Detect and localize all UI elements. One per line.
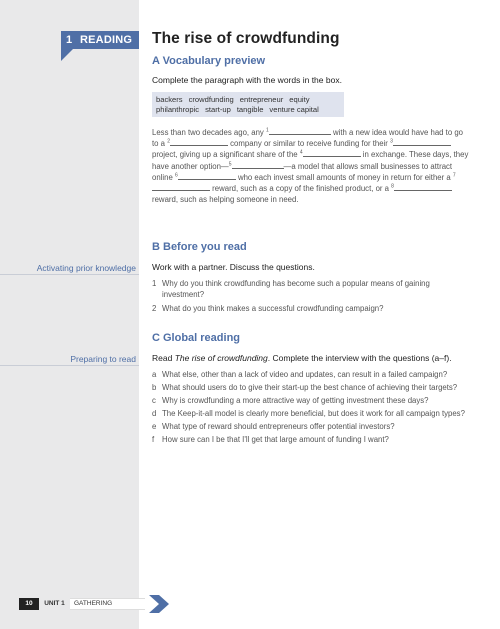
paragraph-text: reward, such as helping someone in need. [152, 195, 299, 205]
question-text: What should users do to give their start-up the best chance of achieving their targets? [162, 383, 458, 392]
question-text: What type of reward should entrepreneurs offer potential investors? [162, 422, 395, 431]
paragraph-text: with a new idea would have had to go to a [152, 128, 464, 149]
unit-title: GATHERING [70, 598, 145, 610]
blank-number: 6 [174, 172, 178, 179]
reading-title: The rise of crowdfunding [174, 353, 268, 363]
list-item [152, 278, 470, 300]
blank-number: 5 [228, 161, 232, 168]
tab-label: READING [80, 34, 133, 46]
word-item: start-up [205, 105, 231, 114]
question-text: How sure can I be that I'll get that large amount of funding I want? [162, 435, 389, 444]
side-label-activating: Activating prior knowledge [36, 263, 136, 273]
question-letter: e [152, 422, 157, 431]
section-b-question-list [152, 278, 470, 316]
section-c-question-list [152, 369, 470, 447]
side-divider [0, 274, 139, 275]
list-item [152, 421, 470, 432]
blank-8[interactable] [394, 183, 452, 191]
question-text: The Keep-it-all model is clearly more beneficial, but does it work for all campaign types? [162, 409, 465, 418]
paragraph-text: —a model that allows small businesses to attract online [152, 161, 453, 182]
question-letter: f [152, 435, 155, 444]
section-a-heading: A Vocabulary preview [152, 55, 266, 67]
section-b-instruction: Work with a partner. Discuss the questions. [152, 262, 315, 272]
question-letter: b [152, 383, 157, 392]
word-item: tangible [236, 105, 264, 114]
word-item: crowdfunding [188, 95, 234, 104]
paragraph-text: reward, such as a copy of the finished product, or a [212, 184, 389, 194]
question-text: What else, other than a lack of video and updates, can result in a failed campaign? [162, 370, 448, 379]
word-box [152, 92, 344, 117]
blank-number: 3 [390, 138, 393, 145]
paragraph-text: in exchange. These days, they have another option— [152, 150, 469, 171]
page-number: 10 [19, 598, 39, 610]
blank-number: 4 [299, 149, 303, 156]
list-item [152, 369, 470, 380]
question-letter: a [152, 370, 157, 379]
word-item: equity [289, 95, 310, 104]
side-label-preparing: Preparing to read [70, 354, 136, 364]
question-text: Why do you think crowdfunding has become such a popular means of gaining investment? [162, 279, 430, 299]
unit-label: UNIT 1 [39, 598, 70, 610]
paragraph-text: company or similar to receive funding for their [230, 139, 388, 149]
question-number: 1 [152, 279, 157, 288]
word-item: backers [156, 95, 183, 104]
blank-number: 7 [452, 172, 456, 179]
blank-7[interactable] [152, 183, 210, 191]
left-margin-column [0, 0, 139, 629]
list-item [152, 434, 470, 445]
word-item: entrepreneur [239, 95, 284, 104]
word-item: philanthropic [156, 105, 200, 114]
blank-5[interactable] [232, 161, 284, 169]
paragraph-text: Less than two decades ago, any [152, 128, 264, 137]
paragraph-text: who each invest small amounts of money in return for either a [237, 172, 451, 182]
chevron-right-icon [145, 593, 173, 615]
word-box-row [156, 95, 340, 105]
blank-2[interactable] [170, 138, 228, 146]
section-c-instruction [152, 353, 452, 363]
word-box-row [156, 105, 340, 115]
question-number: 2 [152, 304, 157, 313]
word-item: venture capital [269, 105, 319, 114]
page-title: The rise of crowdfunding [152, 30, 340, 47]
list-item [152, 382, 470, 393]
question-text: Why is crowdfunding a more attractive way of getting investment these days? [162, 396, 429, 405]
list-item [152, 408, 470, 419]
blank-number: 8 [391, 183, 394, 190]
blank-1[interactable] [269, 127, 331, 135]
vocabulary-paragraph [152, 127, 470, 205]
question-letter: c [152, 396, 156, 405]
section-tab [61, 31, 139, 49]
list-item [152, 303, 470, 314]
blank-number: 2 [167, 138, 170, 145]
side-divider [0, 365, 139, 366]
section-b-heading: B Before you read [152, 241, 247, 253]
blank-6[interactable] [178, 172, 236, 180]
paragraph-text: project, giving up a significant share of the [152, 150, 298, 160]
section-c-heading: C Global reading [152, 332, 241, 344]
list-item [152, 395, 470, 406]
tab-arrow-decoration [61, 49, 73, 61]
question-text: What do you think makes a successful crowdfunding campaign? [162, 304, 384, 313]
blank-3[interactable] [393, 138, 451, 146]
blank-4[interactable] [303, 149, 361, 157]
tab-number: 1 [66, 34, 73, 46]
section-a-instruction: Complete the paragraph with the words in the box. [152, 75, 342, 85]
instruction-text: . Complete the interview with the questions (a–f). [267, 353, 452, 363]
instruction-text: Read [152, 353, 175, 363]
question-letter: d [152, 409, 157, 418]
blank-number: 1 [266, 127, 269, 134]
